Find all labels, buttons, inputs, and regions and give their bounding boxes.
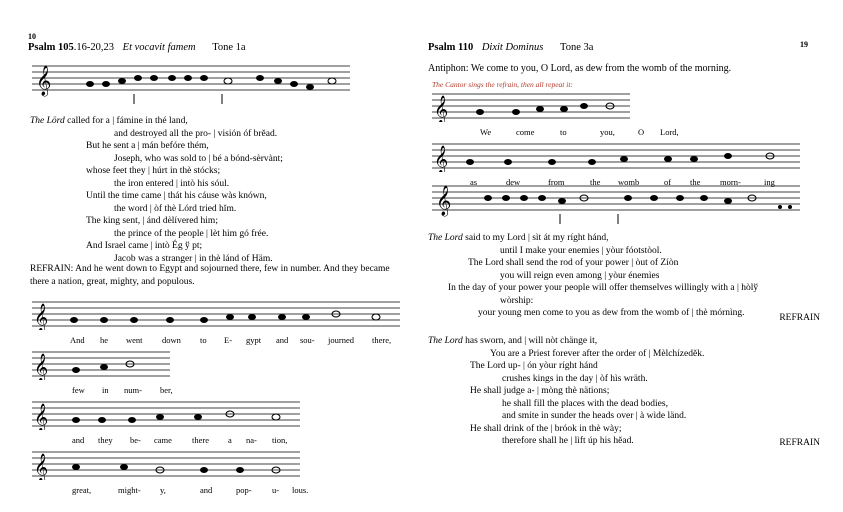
- right-refrain-2: REFRAIN: [779, 438, 820, 448]
- verse-line: therefore shall he | lìft úp his hĕad.: [502, 436, 634, 447]
- verse-line: whose feet they | húrt in thè stócks;: [86, 166, 221, 177]
- left-lyrics-1: [32, 335, 402, 347]
- verse-line: Until the time came | thát his cáuse wàs knówn,: [86, 191, 267, 202]
- svg-text:𝄞: 𝄞: [436, 186, 452, 216]
- lyric-syllable: Lord,: [660, 127, 679, 137]
- lyric-syllable: journed: [328, 335, 354, 345]
- lyric-syllable: u-: [272, 485, 280, 495]
- verse-line: the prince of the people | lèt him gó frée.: [114, 228, 269, 239]
- lyric-syllable: and: [276, 335, 289, 345]
- lyric-syllable: there,: [372, 335, 392, 345]
- lyric-syllable: ber,: [160, 385, 173, 395]
- left-verse-block: [30, 115, 402, 265]
- lyric-syllable: and: [200, 485, 213, 495]
- folio-number-right: 19: [800, 40, 808, 49]
- lyric-syllable: pop-: [236, 485, 252, 495]
- lyric-syllable: na-: [246, 435, 257, 445]
- verse-line: said to my Lord | sìt át my ríght hánd,: [462, 233, 609, 243]
- svg-text:𝄞: 𝄞: [36, 66, 52, 96]
- lyric-syllable: num-: [124, 385, 142, 395]
- lyric-syllable: come: [516, 127, 535, 137]
- verse-line: until I make your enemies | yòur fóotstòol.: [500, 245, 662, 256]
- lyric-syllable: the: [690, 177, 701, 187]
- left-incipit: Et vocavit famem: [122, 42, 196, 53]
- lyric-syllable: womb: [618, 177, 640, 187]
- lyric-syllable: We: [480, 127, 492, 137]
- left-lyrics-3: [32, 435, 302, 447]
- right-tone-staff: [432, 178, 802, 228]
- lyric-syllable: in: [102, 385, 109, 395]
- antiphon-label: Antiphon:: [428, 63, 469, 74]
- right-refrain-line-1: [432, 88, 679, 139]
- verse-line: the word | òf thè Lórd tried hĭm.: [114, 203, 237, 214]
- verse-incipit-ital: The Lörd: [30, 116, 65, 126]
- verse-line: he shall fill the places with the dead bodies,: [502, 398, 668, 409]
- verse-line: and smite in sunder the heads over | à wìde länd.: [502, 411, 687, 422]
- svg-text:𝄞: 𝄞: [34, 403, 49, 430]
- lyric-syllable: went: [126, 335, 143, 345]
- verse-line: the iron entered | intò his sóul.: [114, 178, 230, 189]
- verse-line: called for a | fámine in thé land,: [64, 116, 188, 126]
- refrain-text: And he went down to Egypt and sojourned there, few in number. And they became there a nation, great, mighty, and populous.: [30, 264, 390, 287]
- left-tone-staff: [32, 58, 352, 108]
- lyric-syllable: ing: [764, 177, 775, 187]
- verse-line: The Lord up- | ón yòur ríght hánd: [470, 361, 598, 372]
- lyric-syllable: y,: [160, 485, 166, 495]
- lyric-syllable: tion,: [272, 435, 288, 445]
- lyric-syllable: and: [72, 435, 85, 445]
- lyric-syllable: to: [200, 335, 207, 345]
- verse-line: And Israel came | intò Ég ў pt;: [86, 241, 203, 252]
- verse-incipit-ital: The Lord: [428, 233, 463, 243]
- verse-line: You are a Priest forever after the order of | Mèlchízedĕk.: [490, 348, 705, 359]
- right-psalm-number: Psalm 110: [428, 42, 474, 53]
- antiphon: [428, 63, 808, 74]
- lyric-syllable: came: [154, 435, 172, 445]
- left-refrain-line-2: [32, 348, 172, 397]
- left-refrain-line-4: [32, 448, 309, 497]
- lyric-syllable: be-: [130, 435, 141, 445]
- lyric-syllable: great,: [72, 485, 92, 495]
- left-psalm-number: Psalm 105: [28, 42, 74, 53]
- right-column: [424, 0, 824, 512]
- lyric-syllable: sou-: [300, 335, 315, 345]
- verse-line: crushes kings in the day | òf hìs wräth.: [502, 373, 648, 384]
- verse-line: He shall drink of the | bróok in thè wày;: [470, 423, 622, 434]
- verse-line: But he sent a | mán befóre thém,: [86, 141, 209, 152]
- left-tone: Tone 1a: [212, 42, 246, 53]
- right-incipit: Dixit Dominus: [481, 42, 544, 53]
- verse-line: you will reign even among | yòur énemìes: [500, 270, 660, 281]
- verse-incipit-ital: The Lord: [428, 336, 463, 346]
- lyric-syllable: to: [560, 127, 567, 137]
- lyric-syllable: gypt: [246, 335, 262, 345]
- lyric-syllable: the: [590, 177, 601, 187]
- verse-line: In the day of your power your people will offer themselves willingly with a | hòlў: [448, 283, 759, 294]
- lyric-syllable: of: [664, 177, 672, 187]
- lyric-syllable: E-: [224, 335, 233, 345]
- left-heading: [28, 42, 246, 53]
- lyric-syllable: O: [638, 127, 645, 137]
- lyric-syllable: he: [100, 335, 109, 345]
- right-refrain-1: REFRAIN: [779, 313, 820, 323]
- antiphon-text: We come to you, O Lord, as dew from the womb of the morning.: [468, 63, 732, 74]
- verse-line: has sworn, and | will nòt chänge it,: [462, 336, 598, 346]
- lyric-syllable: down: [162, 335, 181, 345]
- left-refrain-line-3: [32, 398, 302, 447]
- lyric-syllable: they: [98, 435, 113, 445]
- right-verse-block-1: [428, 232, 820, 320]
- left-lyrics-2: [32, 385, 172, 397]
- refrain-label: REFRAIN:: [30, 264, 74, 274]
- svg-text:𝄞: 𝄞: [34, 453, 49, 480]
- right-heading: [428, 42, 593, 53]
- lyric-syllable: lous.: [292, 485, 309, 495]
- verse-line: Jacob was a stranger | in thè lánd of Häm.: [114, 253, 273, 264]
- left-refrain-paragraph: [30, 263, 410, 288]
- verse-line: Joseph, who was sold to | bé a bónd-sèrvànt;: [114, 153, 283, 164]
- left-lyrics-4: [32, 485, 309, 497]
- verse-line: and destroyed all the pro- | visión óf brĕad.: [114, 128, 278, 139]
- folio-number-left: 10: [28, 32, 36, 41]
- lyric-syllable: might-: [118, 485, 141, 495]
- cantor-rubric: The Cantor sings the refrain, then all repeat it:: [432, 80, 573, 89]
- lyric-syllable: as: [470, 177, 478, 187]
- lyric-syllable: morn-: [720, 177, 741, 187]
- left-psalm-verses: .16-20,23: [73, 42, 115, 53]
- svg-text:𝄞: 𝄞: [34, 353, 49, 380]
- right-verse-block-2: [428, 335, 820, 448]
- lyric-syllable: a: [228, 435, 232, 445]
- right-tone: Tone 3a: [560, 42, 594, 53]
- left-column: [24, 0, 424, 512]
- lyric-syllable: And: [70, 335, 85, 345]
- verse-line: The Lord shall send the rod of your power | òut of Zíòn: [468, 258, 679, 269]
- lyric-syllable: dew: [506, 177, 521, 187]
- lyric-syllable: you,: [600, 127, 615, 137]
- lyric-syllable: from: [548, 177, 565, 187]
- left-refrain-line-1: [32, 298, 402, 347]
- svg-text:𝄞: 𝄞: [34, 303, 49, 330]
- verse-line: your young men come to you as dew from the womb of | thè mórnìng.: [478, 308, 745, 319]
- verse-line: The king sent, | ánd dèlívered him;: [86, 216, 218, 227]
- verse-line: wòrship:: [500, 295, 534, 306]
- lyric-syllable: few: [72, 385, 85, 395]
- svg-text:𝄞: 𝄞: [434, 95, 449, 122]
- lyric-syllable: there: [192, 435, 209, 445]
- verse-line: He shall judge a- | mòng thè nätions;: [470, 386, 610, 397]
- svg-text:𝄞: 𝄞: [434, 145, 449, 172]
